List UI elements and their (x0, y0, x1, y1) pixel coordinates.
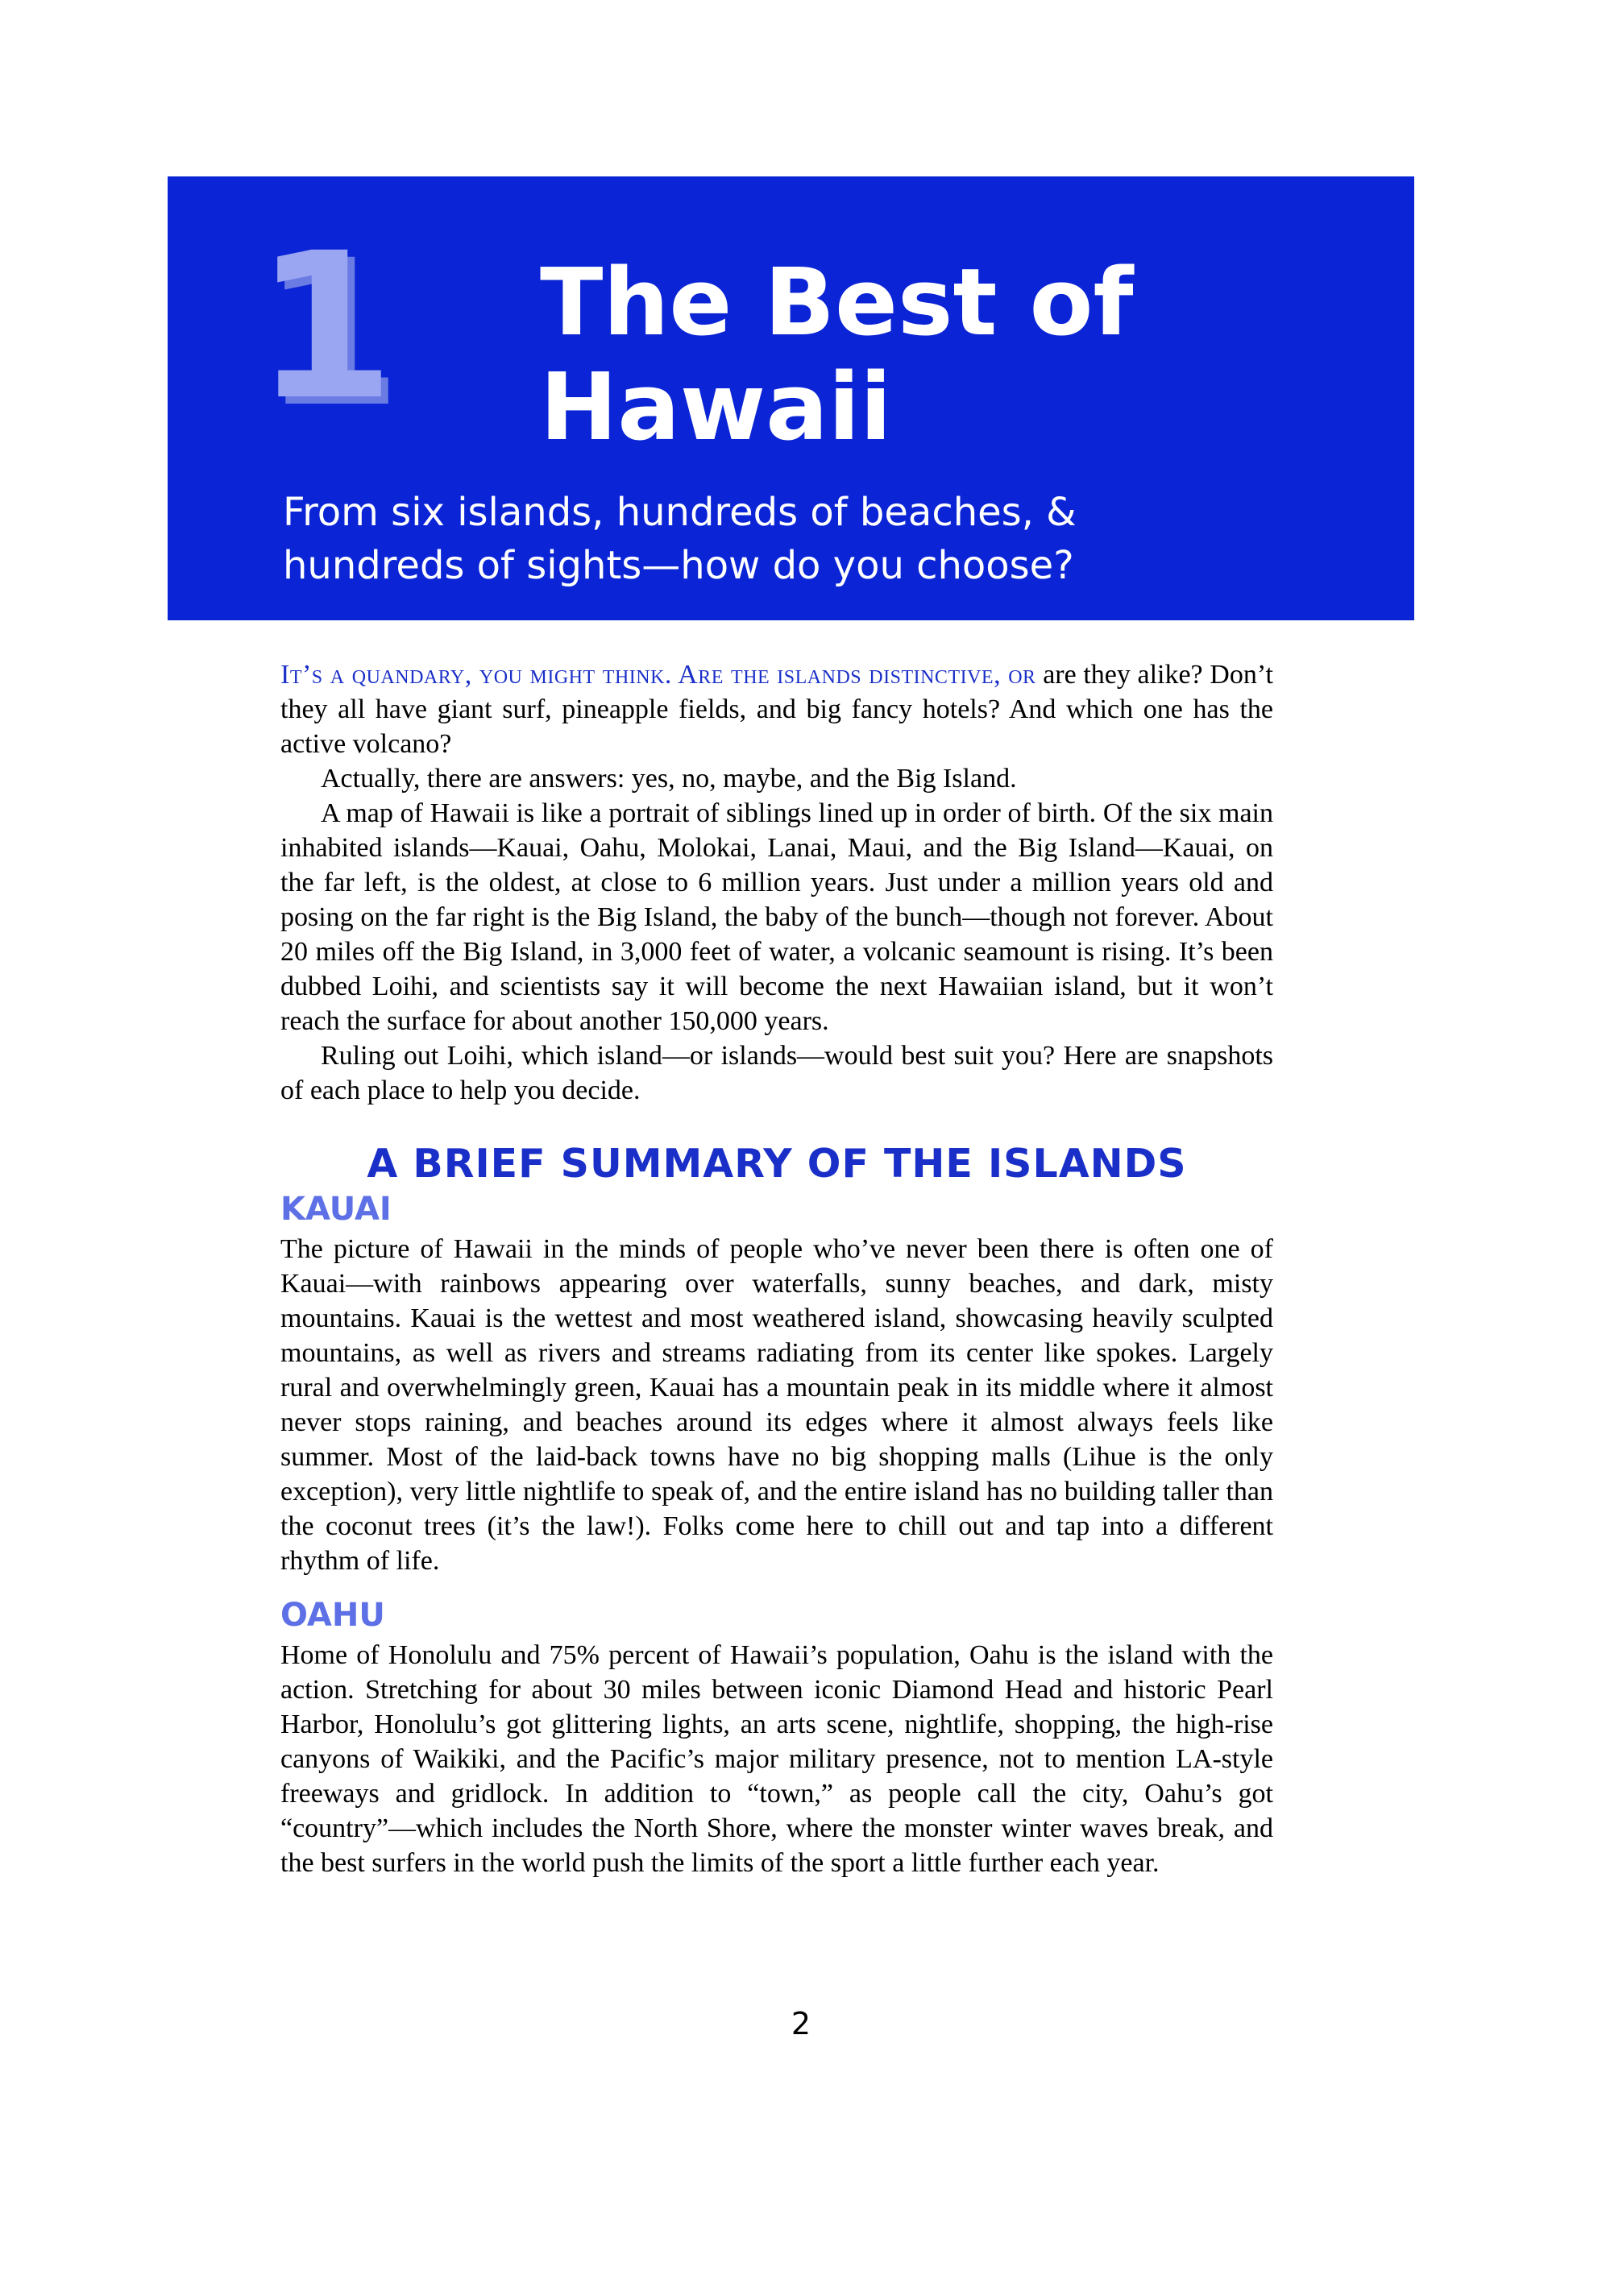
chapter-title (540, 251, 1134, 460)
paragraph: Actually, there are answers: yes, no, maybe, and the Big Island. (321, 764, 1017, 794)
island-heading-kauai: KAUAI (280, 1191, 392, 1228)
lead-in-text: It’s a quandary, you might think. Are the islands distinctive, or (280, 660, 1036, 690)
island-text-oahu: Home of Honolulu and 75% percent of Hawaii’s population, Oahu is the island with the action. Stretching for about 30 miles between iconic Diamond Head and historic Pearl Harbor, Honolulu’s got glittering lights, an arts scene, nightlife, shopping, the high-rise canyons of Waikiki, and the Pacific’s major military presence, not to mention LA-style freeways and gridlock. In addition to “town,” as people call the city, Oahu’s got “country”—which includes the North Shore, where the monster winter waves break, and the best surfers in the world push the limits of the sport a little further each year. (280, 1640, 1273, 1878)
intro-paragraph (280, 657, 1273, 761)
island-text-kauai: The picture of Hawaii in the minds of people who’ve never been there is often one of Kauai—with rainbows appearing over waterfalls, sunny beaches, and dark, misty mountains. Kauai is the wettest and most weathered island, showcasing heavily sculpted mountains, as well as rivers and streams radiating from its center like spokes. Largely rural and overwhelmingly green, Kauai has a mountain peak in its middle where it almost never stops raining, and beaches around its edges where it almost always feels like summer. Most of the laid-back towns have no big shopping malls (Lihue is the only exception), very little nightlife to speak of, and the entire island has no building taller than the coconut trees (it’s the law!). Folks come here to chill out and tap into a different rhythm of life. (280, 1234, 1273, 1576)
body-text (280, 657, 1273, 1880)
paragraph: A map of Hawaii is like a portrait of siblings lined up in order of birth. Of the six main inhabited islands—Kauai, Oahu, Molokai, Lanai, Maui, and the Big Island—Kauai, on the far left, is the oldest, at close to 6 million years. Just under a million years old and posing on the far right is the Big Island, the baby of the bunch—though not forever. About 20 miles off the Big Island, in 3,000 feet of water, a volcanic seamount is rising. It’s been dubbed Loihi, and scientists say it will become the next Hawaiian island, but it won’t reach the surface for about another 150,000 years. (280, 798, 1273, 1036)
section-heading: A BRIEF SUMMARY OF THE ISLANDS (367, 1141, 1187, 1187)
chapter-subtitle (283, 486, 1077, 592)
page-number: 2 (791, 2006, 811, 2041)
island-heading-oahu: OAHU (280, 1597, 385, 1634)
chapter-subtitle-line-2: hundreds of sights—how do you choose? (283, 543, 1074, 588)
chapter-title-line-1: The Best of (540, 249, 1134, 357)
chapter-number: 1 (255, 209, 395, 444)
chapter-header (168, 176, 1414, 620)
intro-text: are they alike? Don’t they all have giant surf, pineapple fields, and big fancy hotels? And which one has the active volcano? (280, 660, 1273, 759)
chapter-title-line-2: Hawaii (540, 354, 892, 462)
paragraph: Ruling out Loihi, which island—or islands—would best suit you? Here are snapshots of each place to help you decide. (280, 1041, 1273, 1105)
chapter-subtitle-line-1: From six islands, hundreds of beaches, & (283, 490, 1077, 535)
